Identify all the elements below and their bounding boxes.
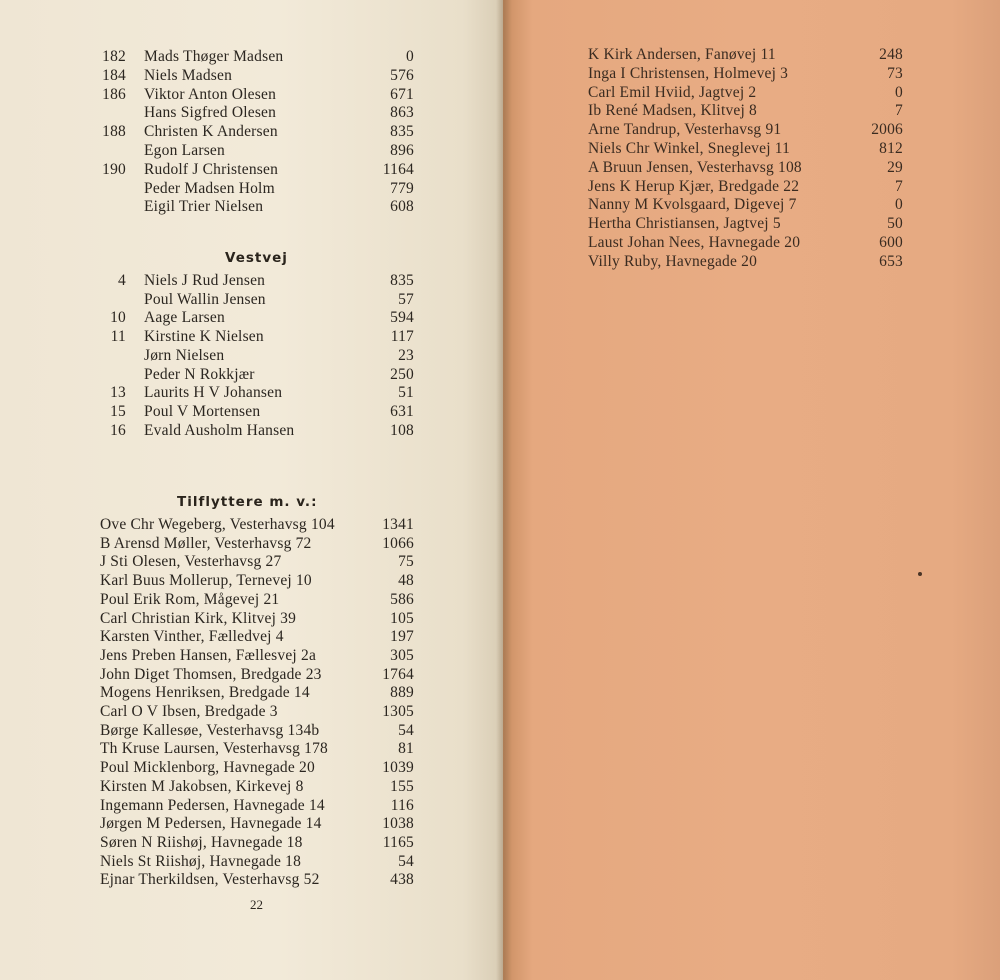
resident-name: Viktor Anton Olesen — [144, 85, 277, 103]
entry-value: 1165 — [382, 833, 414, 851]
list-item — [100, 814, 414, 833]
house-number: 184 — [102, 66, 126, 84]
entry-value: 0 — [895, 196, 903, 214]
entry-value: 197 — [390, 628, 414, 646]
list-item — [588, 252, 903, 271]
list-item — [100, 646, 414, 665]
list-item — [100, 552, 414, 571]
section-heading-tilflyttere: Tilflyttere m. v.: — [177, 494, 318, 510]
list-item — [100, 702, 414, 721]
house-number: 182 — [102, 48, 126, 65]
resident-name: Peder N Rokkjær — [144, 365, 255, 383]
resident-name: Carl Emil Hviid, Jagtvej 2 — [588, 83, 757, 101]
entry-value: 671 — [390, 85, 414, 103]
entry-value: 653 — [879, 252, 903, 270]
list-item — [100, 852, 414, 871]
resident-name: John Diget Thomsen, Bredgade 23 — [100, 665, 322, 683]
entry-value: 73 — [887, 64, 903, 82]
entry-value: 305 — [390, 646, 414, 664]
resident-name: Jens Preben Hansen, Fællesvej 2a — [100, 646, 317, 664]
list-item — [100, 721, 414, 740]
list-item — [72, 179, 414, 198]
list-item — [72, 327, 414, 346]
entry-value: 57 — [398, 290, 414, 308]
list-item — [72, 402, 414, 421]
list-item — [588, 64, 903, 83]
resident-name: Børge Kallesøe, Vesterhavsg 134b — [100, 721, 320, 739]
resident-name: Niels Chr Winkel, Sneglevej 11 — [588, 140, 791, 157]
resident-name: Niels J Rud Jensen — [144, 272, 266, 289]
speck-mark — [918, 572, 922, 576]
house-number: 186 — [102, 85, 126, 103]
page-number: 22 — [250, 897, 263, 912]
resident-name: Poul V Mortensen — [144, 402, 261, 420]
list-item — [100, 590, 414, 609]
entry-value: 608 — [390, 198, 414, 216]
list-item — [588, 177, 903, 196]
list-item — [72, 421, 414, 440]
resident-name: J Sti Olesen, Vesterhavsg 27 — [100, 553, 282, 571]
resident-name: Carl Christian Kirk, Klitvej 39 — [100, 609, 297, 627]
entry-value: 594 — [390, 309, 414, 327]
entry-value: 54 — [398, 852, 414, 870]
entry-value: 250 — [390, 365, 414, 383]
entry-value: 81 — [398, 740, 414, 758]
entry-value: 896 — [390, 142, 414, 159]
list-item — [100, 777, 414, 796]
resident-name: Ove Chr Wegeberg, Vesterhavsg 104 — [100, 516, 335, 533]
resident-name: Jørn Nielsen — [144, 346, 225, 364]
entry-value: 835 — [390, 123, 414, 141]
list-item — [72, 346, 414, 365]
list-item — [72, 290, 414, 309]
list-item — [588, 214, 903, 233]
list-item — [100, 758, 414, 777]
entry-value: 50 — [887, 215, 903, 233]
list-item — [100, 665, 414, 684]
entry-value: 48 — [398, 572, 414, 590]
list-item — [72, 141, 414, 160]
entry-value: 863 — [390, 104, 414, 122]
resident-name: Niels Madsen — [144, 66, 233, 84]
list-item — [588, 139, 903, 158]
entry-value: 1039 — [382, 759, 414, 777]
entry-value: 23 — [398, 346, 414, 364]
resident-name: Kirsten M Jakobsen, Kirkevej 8 — [100, 777, 304, 795]
resident-name: Evald Ausholm Hansen — [144, 421, 295, 439]
entry-value: 1038 — [382, 815, 414, 833]
entry-value: 116 — [390, 796, 414, 814]
entry-value: 779 — [390, 179, 414, 197]
entry-value: 7 — [895, 177, 903, 195]
resident-name: K Kirk Andersen, Fanøvej 11 — [588, 46, 776, 63]
resident-name: Carl O V Ibsen, Bredgade 3 — [100, 703, 278, 720]
list-item — [100, 683, 414, 702]
list-item — [588, 83, 903, 102]
list-item — [72, 197, 414, 216]
list-item — [72, 271, 414, 290]
entry-value: 7 — [895, 102, 903, 120]
house-number: 188 — [102, 123, 126, 141]
house-number: 16 — [110, 421, 126, 439]
resident-name: Nanny M Kvolsgaard, Digevej 7 — [588, 196, 797, 214]
resident-name: Hans Sigfred Olesen — [144, 104, 277, 122]
entry-value: 1164 — [382, 160, 414, 178]
entry-value: 155 — [390, 777, 414, 795]
entry-value: 0 — [406, 48, 414, 65]
list-item — [100, 534, 414, 553]
resident-name: Aage Larsen — [144, 309, 225, 327]
list-item — [588, 195, 903, 214]
resident-name: Karsten Vinther, Fælledvej 4 — [100, 628, 284, 646]
resident-name: Laurits H V Johansen — [144, 384, 283, 402]
entry-value: 0 — [895, 83, 903, 101]
resident-name: Th Kruse Laursen, Vesterhavsg 178 — [100, 740, 328, 758]
resident-name: Eigil Trier Nielsen — [144, 198, 264, 216]
list-item — [100, 870, 414, 889]
list-item — [72, 383, 414, 402]
resident-name: Arne Tandrup, Vesterhavsg 91 — [588, 121, 782, 139]
list-item — [588, 158, 903, 177]
entry-value: 248 — [879, 46, 903, 63]
house-number: 10 — [110, 309, 126, 327]
resident-name: Christen K Andersen — [144, 123, 278, 141]
resident-name: Karl Buus Mollerup, Ternevej 10 — [100, 572, 312, 590]
resident-name: Mads Thøger Madsen — [144, 48, 284, 65]
list-item — [72, 122, 414, 141]
list-item — [100, 571, 414, 590]
list-item — [72, 47, 414, 66]
resident-name: Rudolf J Christensen — [144, 160, 279, 178]
list-item — [100, 739, 414, 758]
resident-name: Mogens Henriksen, Bredgade 14 — [100, 684, 310, 702]
list-item — [100, 833, 414, 852]
resident-name: Niels St Riishøj, Havnegade 18 — [100, 852, 302, 870]
entry-value: 105 — [390, 609, 414, 627]
list-item — [72, 66, 414, 85]
list-item — [588, 101, 903, 120]
resident-name: Poul Wallin Jensen — [144, 290, 266, 308]
house-number: 11 — [110, 328, 126, 346]
list-item — [72, 160, 414, 179]
resident-name: Poul Micklenborg, Havnegade 20 — [100, 759, 315, 777]
resident-name: B Arensd Møller, Vesterhavsg 72 — [100, 534, 312, 552]
entry-value: 2006 — [871, 121, 903, 139]
list-item — [100, 627, 414, 646]
section-heading-vestvej: Vestvej — [225, 250, 288, 266]
resident-name: Inga I Christensen, Holmevej 3 — [588, 64, 789, 82]
entry-value: 1305 — [382, 703, 414, 720]
resident-name: Poul Erik Rom, Mågevej 21 — [100, 590, 280, 608]
list-item — [588, 45, 903, 64]
house-number: 4 — [118, 272, 126, 289]
resident-name: Jørgen M Pedersen, Havnegade 14 — [100, 815, 322, 833]
entry-value: 29 — [887, 158, 903, 176]
list-item — [588, 233, 903, 252]
entry-value: 576 — [390, 66, 414, 84]
entry-value: 600 — [879, 234, 903, 251]
entry-value: 1764 — [382, 665, 414, 683]
list-item — [100, 515, 414, 534]
list-item — [72, 103, 414, 122]
resident-name: Ingemann Pedersen, Havnegade 14 — [100, 796, 325, 814]
entry-value: 117 — [390, 328, 414, 346]
resident-name: Ib René Madsen, Klitvej 8 — [588, 102, 758, 120]
list-item — [100, 796, 414, 815]
resident-name: Villy Ruby, Havnegade 20 — [588, 252, 758, 270]
resident-name: Ejnar Therkildsen, Vesterhavsg 52 — [100, 871, 320, 889]
resident-name: Egon Larsen — [144, 142, 225, 159]
entry-value: 75 — [398, 553, 414, 571]
list-item — [588, 120, 903, 139]
entry-value: 631 — [390, 402, 414, 420]
entry-value: 1066 — [382, 534, 414, 552]
house-number: 15 — [110, 402, 126, 420]
resident-name: Søren N Riishøj, Havnegade 18 — [100, 833, 303, 851]
entry-value: 812 — [879, 140, 903, 157]
list-item — [72, 308, 414, 327]
entry-value: 889 — [390, 684, 414, 702]
resident-name: Jens K Herup Kjær, Bredgade 22 — [588, 177, 800, 195]
list-item — [100, 609, 414, 628]
entry-value: 835 — [390, 272, 414, 289]
house-number: 13 — [110, 384, 126, 402]
resident-name: Laust Johan Nees, Havnegade 20 — [588, 234, 801, 251]
list-item — [72, 85, 414, 104]
entry-value: 438 — [390, 871, 414, 889]
book-gutter — [496, 0, 512, 980]
entry-value: 1341 — [382, 516, 414, 533]
resident-name: Hertha Christiansen, Jagtvej 5 — [588, 215, 781, 233]
resident-name: Peder Madsen Holm — [144, 179, 275, 197]
house-number: 190 — [102, 160, 126, 178]
entry-value: 51 — [398, 384, 414, 402]
entry-value: 54 — [398, 721, 414, 739]
entry-value: 108 — [390, 421, 414, 439]
resident-name: A Bruun Jensen, Vesterhavsg 108 — [588, 158, 802, 176]
list-item — [72, 365, 414, 384]
entry-value: 586 — [390, 590, 414, 608]
resident-name: Kirstine K Nielsen — [144, 328, 264, 346]
